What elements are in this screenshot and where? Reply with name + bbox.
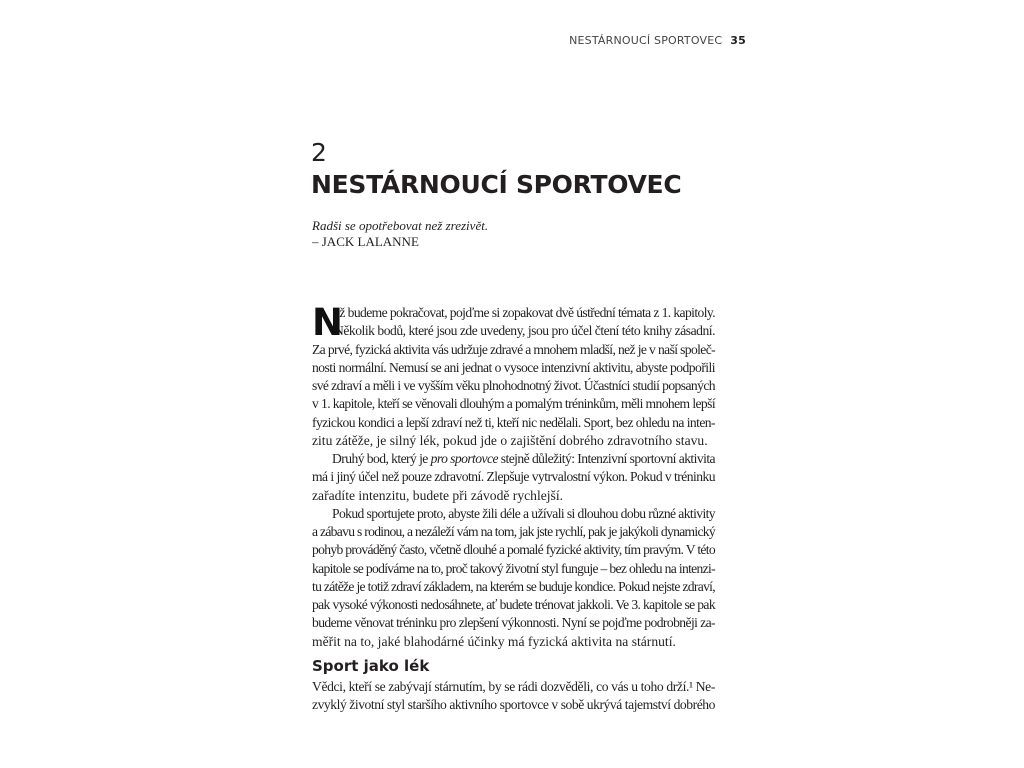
body-text — [312, 301, 716, 651]
text-line: budeme věnovat tréninku pro zlepšení výkonnosti. Nyní se pojďme podrobněji za- — [312, 615, 716, 631]
text-line: má i jiný účel než pouze zdravotní. Zlepšuje vytrvalostní výkon. Pokud v tréninku — [312, 469, 715, 485]
section-heading: Sport jako lék — [312, 657, 430, 675]
epigraph — [312, 218, 488, 250]
text-line: zvyklý životní styl staršího aktivního sportovce v sobě ukrývá tajemství dobrého — [312, 697, 715, 713]
text-line: zitu zátěže, je silný lék, pokud jde o zajištění dobrého zdravotního stavu. — [312, 432, 708, 448]
text-line: pak vysoké výkonosti nedosáhnete, ať budete trénovat jakkoli. Ve 3. kapitole se pak — [312, 597, 715, 612]
text-line: Vědci, kteří se zabývají stárnutím, by se rádi dozvěděli, co vás u toho drží.¹ Ne- — [312, 679, 715, 694]
running-header — [569, 34, 746, 47]
text-line — [312, 450, 715, 468]
text-line: Několik bodů, které jsou zde uvedeny, jsou pro účel čtení této knihy zásadní. — [334, 323, 715, 339]
text-span: Druhý bod, který je — [332, 451, 431, 466]
running-title: NESTÁRNOUCÍ SPORTOVEC — [569, 34, 723, 47]
chapter-number: 2 — [311, 138, 327, 167]
text-line: nosti normální. Nemusí se ani jednat o vysoce intenzivní aktivitu, abyste podpořili — [312, 359, 715, 375]
text-span: stejně důležitý: Intenzivní sportovní aktivita — [497, 451, 715, 466]
page-number: 35 — [730, 34, 746, 47]
text-line: ež budeme pokračovat, pojďme si zopakovat dvě ústřední témata z 1. kapitoly. — [334, 305, 715, 320]
epigraph-author: – JACK LALANNE — [312, 234, 419, 249]
emphasis: pro sportovce — [430, 451, 498, 466]
chapter-title: NESTÁRNOUCÍ SPORTOVEC — [311, 170, 682, 199]
section-text — [312, 678, 715, 715]
epigraph-quote: Radši se opotřebovat než zrezivět. — [312, 218, 489, 233]
text-line: zařadíte intenzitu, budete při závodě rychlejší. — [312, 487, 563, 503]
text-line: Pokud sportujete proto, abyste žili déle a užívali si dlouhou dobu různé aktivity — [332, 505, 716, 521]
text-line: tu zátěže je totiž zdraví základem, na kterém se buduje kondice. Pokud nejste zdraví, — [312, 578, 715, 594]
text-line: Za prvé, fyzická aktivita vás udržuje zdravé a mnohem mladší, než je v naší společ- — [312, 341, 715, 357]
text-line: a zábavu s rodinou, a nezáleží vám na tom, jak jste rychlí, pak je jakýkoli dynamický — [312, 524, 715, 539]
text-line: své zdraví a měli i ve vyšším věku plnohodnotný život. Účastníci studií popsaných — [312, 378, 716, 393]
text-line: v 1. kapitole, kteří se věnovali dlouhým a pomalým tréninkům, měli mnohem lepší — [312, 396, 715, 412]
text-line: fyzickou kondici a lepší zdraví než ti, kteří nic nedělali. Sport, bez ohledu na inten- — [312, 414, 715, 430]
text-line: kapitole se podíváme na to, proč takový životní styl funguje – bez ohledu na intenzi- — [312, 560, 715, 576]
text-line: pohyb prováděný často, včetně dlouhé a pomalé fyzické aktivity, tím pravým. V této — [312, 542, 715, 558]
text-line: měřit na to, jaké blahodárné účinky má fyzická aktivita na stárnutí. — [312, 633, 676, 649]
drop-cap: N — [312, 301, 343, 344]
